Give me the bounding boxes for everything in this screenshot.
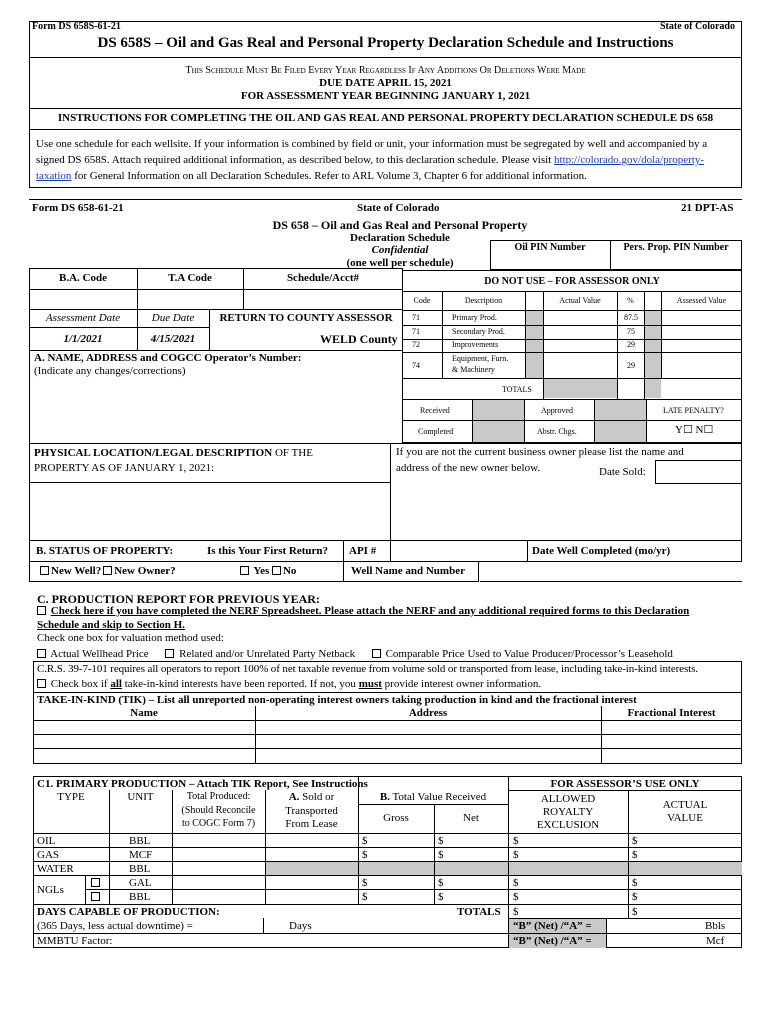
totals-label: TOTALS xyxy=(502,385,532,394)
mcf-unit: Mcf xyxy=(706,935,725,947)
instructions-line-1: Use one schedule for each wellsite. If your information is combined by field or unit, your information must be segregated by well and accompanied by a xyxy=(36,138,708,150)
at-rule-2 xyxy=(402,325,742,326)
actual-value-2: VALUE xyxy=(667,812,703,824)
tik-check-must: must xyxy=(358,678,382,690)
date-completed-input[interactable] xyxy=(680,541,740,561)
county-value: WELD County xyxy=(320,332,398,346)
row-2-desc: Secondary Prod. xyxy=(452,327,505,336)
allowed-1: ALLOWED xyxy=(540,793,596,805)
instructions-line-2-text: signed DS 658S. Attach required additional information, as described below, to this declaration schedule. Please visit xyxy=(36,154,555,166)
unit-gas: MCF xyxy=(129,849,153,861)
confidential-label: Confidential xyxy=(371,244,429,256)
days-formula: (365 Days, less actual downtime) = xyxy=(37,920,193,932)
bbls-unit: Bbls xyxy=(705,920,726,932)
b-over-a-mcf: “B” (Net) /“A” = xyxy=(513,935,592,947)
row-3-pct: 29 xyxy=(627,340,635,349)
row-4-pct: 29 xyxy=(627,361,635,370)
no-text: No xyxy=(282,565,297,577)
netback-checkbox[interactable] xyxy=(165,649,174,658)
row-2-pct: 75 xyxy=(627,327,635,336)
at-v-2 xyxy=(525,291,526,379)
gas-actual-dollar: $ xyxy=(632,849,638,861)
gas-gross-dollar: $ xyxy=(362,849,368,861)
form-title: DS 658 – Oil and Gas Real and Personal Property xyxy=(272,218,528,232)
due-date-value: 4/15/2021 xyxy=(150,333,196,345)
mmbtu-label: MMBTU Factor: xyxy=(37,935,113,947)
at-v-3 xyxy=(543,291,544,399)
actual-wellhead-checkbox[interactable] xyxy=(37,649,46,658)
bbl-allowed-dollar: $ xyxy=(513,891,519,903)
b-over-a-bbls: “B” (Net) /“A” = xyxy=(513,920,592,932)
assessor-use-label: FOR ASSESSOR’S USE ONLY xyxy=(550,778,700,790)
row-1-pct: 87.5 xyxy=(624,313,638,322)
water-shade-3 xyxy=(508,862,742,875)
location-hdiv xyxy=(29,482,390,483)
pt-v-sold xyxy=(358,776,359,904)
received-label: Received xyxy=(420,406,450,415)
location-heading xyxy=(34,448,313,459)
instructions-line-3 xyxy=(36,168,736,184)
header-state: State of Colorado xyxy=(660,21,735,32)
header-form-id: Form DS 658S-61-21 xyxy=(32,21,121,32)
pt-rule-3 xyxy=(33,875,742,876)
ba-code-input[interactable] xyxy=(30,290,136,309)
row-4-desc-2: & Machinery xyxy=(452,365,495,374)
at-rule-4 xyxy=(402,352,742,353)
pers-pin-input[interactable] xyxy=(611,255,741,269)
totals-allowed-dollar: $ xyxy=(513,906,519,918)
new-owner-line-2: address of the new owner below. xyxy=(396,462,541,474)
pt-v-gross xyxy=(434,804,435,904)
late-penalty-yn[interactable]: Y☐ N☐ xyxy=(675,424,714,436)
completed-label: Completed xyxy=(418,427,454,436)
form-code: 21 DPT-AS xyxy=(681,202,734,214)
gal-allowed-dollar: $ xyxy=(513,877,519,889)
gas-net-dollar: $ xyxy=(438,849,444,861)
at-v-7 xyxy=(472,399,473,442)
row-2-code: 71 xyxy=(412,327,420,336)
tik-check-line[interactable] xyxy=(37,679,541,690)
dates-divider xyxy=(29,327,209,328)
net-header: Net xyxy=(463,812,479,824)
days-capable-label: DAYS CAPABLE OF PRODUCTION: xyxy=(37,906,220,918)
total-value-text: Total Value Received xyxy=(392,791,487,803)
pt-v-ngl xyxy=(85,875,86,904)
page-title: DS 658S – Oil and Gas Real and Personal Property Declaration Schedule and Instructions xyxy=(97,35,674,51)
totals-row-label: TOTALS xyxy=(457,906,501,918)
pt-rule-1 xyxy=(33,847,742,848)
pt-rule-4 xyxy=(85,889,742,890)
totals-actual-dollar: $ xyxy=(632,906,638,918)
nerf-line-1-text: Check here if you have completed the NERF Spreadsheet. Please attach the NERF and any additional required forms to this Declaration xyxy=(50,605,690,617)
water-shade-2 xyxy=(358,862,508,875)
due-date-label: Due Date xyxy=(151,312,195,324)
row-3-desc: Improvements xyxy=(452,340,499,349)
one-well-note: (one well per schedule) xyxy=(346,257,454,269)
comparable-price-text: Comparable Price Used to Value Producer/Processor’s Leasehold xyxy=(385,648,673,660)
at-v-8 xyxy=(524,399,525,442)
pt-rule-2 xyxy=(33,861,742,862)
status-label: B. STATUS OF PROPERTY: xyxy=(36,545,174,557)
gray-totals xyxy=(543,378,617,398)
new-well-text: New Well? xyxy=(51,565,102,577)
form-state: State of Colorado xyxy=(357,202,440,214)
api-input[interactable] xyxy=(391,541,526,561)
water-shade-1 xyxy=(265,862,358,875)
bbl-actual-dollar: $ xyxy=(632,891,638,903)
new-owner-checkbox[interactable] xyxy=(103,566,112,575)
location-heading-line-2: PROPERTY AS OF JANUARY 1, 2021: xyxy=(34,462,215,474)
tik-check-post: provide interest owner information. xyxy=(381,678,542,690)
unit-oil: BBL xyxy=(129,835,151,847)
netback-text: Related and/or Unrelated Party Netback xyxy=(179,648,356,660)
due-date-notice: DUE DATE APRIL 15, 2021 xyxy=(319,77,452,89)
production-heading: C. PRODUCTION REPORT FOR PREVIOUS YEAR: xyxy=(37,592,320,606)
tik-check-pre: Check box if xyxy=(50,678,111,690)
ta-code-input[interactable] xyxy=(138,290,242,309)
well-name-input[interactable] xyxy=(480,562,742,582)
bbl-gross-dollar: $ xyxy=(362,891,368,903)
date-sold-input[interactable] xyxy=(655,460,742,484)
tik-check-mid: take-in-kind interests have been reported. If not, you xyxy=(121,678,359,690)
new-owner-text: New Owner? xyxy=(114,565,176,577)
first-return-label: Is this Your First Return? xyxy=(207,545,329,557)
unit-header: UNIT xyxy=(127,791,154,803)
date-completed-label: Date Well Completed (mo/yr) xyxy=(532,545,671,557)
sold-header-text: Sold or xyxy=(302,791,335,803)
yes-text: Yes xyxy=(253,565,270,577)
return-to-label: RETURN TO COUNTY ASSESSOR xyxy=(219,312,393,324)
gas-allowed-dollar: $ xyxy=(513,849,519,861)
name-address-input[interactable] xyxy=(30,380,402,442)
total-value-header xyxy=(358,792,508,803)
tik-col-fractional: Fractional Interest xyxy=(627,707,716,719)
ngl-gal-checkbox[interactable] xyxy=(91,878,100,887)
days-unit: Days xyxy=(289,920,312,932)
method-options xyxy=(37,649,673,660)
ta-code-label: T.A Code xyxy=(168,272,212,284)
col-percent: % xyxy=(627,296,634,305)
tik-row-input[interactable] xyxy=(34,721,741,763)
abstr-chgs-label: Abstr. Chgs. xyxy=(537,427,577,436)
section-a-note: (Indicate any changes/corrections) xyxy=(34,365,186,377)
oil-pin-input[interactable] xyxy=(491,255,609,269)
pt-rule-gv xyxy=(358,804,508,805)
gray-abstr xyxy=(594,421,646,442)
instructions-line-3-text: for General Information on all Declaration Schedules. Refer to ARL Volume 3, Chapter 6 for additional information. xyxy=(71,170,587,182)
gray-col-1 xyxy=(525,310,543,378)
nerf-checkbox[interactable] xyxy=(37,606,46,615)
well-name-label: Well Name and Number xyxy=(351,565,465,577)
gray-col-2 xyxy=(644,310,661,378)
approved-label: Approved xyxy=(541,406,573,415)
oil-net-dollar: $ xyxy=(438,835,444,847)
gray-totals-2 xyxy=(644,378,661,398)
sold-header-1 xyxy=(265,792,358,803)
sold-header-3: From Lease xyxy=(285,818,338,830)
col-actual-value: Actual Value xyxy=(559,296,601,305)
tik-heading: TAKE-IN-KIND (TIK) – List all unreported non-operating interest owners taking production in kind and the fractional interest xyxy=(37,694,637,706)
at-v-10 xyxy=(646,399,647,442)
sold-header-2: Transported xyxy=(285,805,338,817)
gross-header: Gross xyxy=(383,812,409,824)
form-id: Form DS 658-61-21 xyxy=(32,202,124,214)
col-description: Description xyxy=(464,296,503,305)
assessment-date-label: Assessment Date xyxy=(45,312,121,324)
api-label: API # xyxy=(349,545,377,557)
oil-pin-label: Oil PIN Number xyxy=(514,242,586,253)
comparable-price-checkbox[interactable] xyxy=(372,649,381,658)
row-1-desc: Primary Prod. xyxy=(452,313,497,322)
pt-rule-header xyxy=(33,833,742,834)
gray-completed xyxy=(472,421,524,442)
schedule-acct-label: Schedule/Acct# xyxy=(286,272,360,284)
type-ngls: NGLs xyxy=(37,884,64,896)
total-produced-2: (Should Reconcile xyxy=(181,805,256,816)
gray-approved xyxy=(594,400,646,420)
at-v-4 xyxy=(617,291,618,399)
tik-col-name: Name xyxy=(130,707,158,719)
at-v-9 xyxy=(594,399,595,442)
instructions-line-2 xyxy=(36,152,736,168)
status-v-3 xyxy=(527,540,528,562)
row-3-code: 72 xyxy=(412,340,420,349)
new-well-option[interactable] xyxy=(40,566,176,577)
nerf-line-1[interactable] xyxy=(37,606,689,617)
total-produced-3: to COGC Form 7) xyxy=(181,818,256,829)
row-4-code: 74 xyxy=(412,361,420,370)
at-v-5 xyxy=(644,291,645,399)
section-a-heading: A. NAME, ADDRESS and COGCC Operator’s Number: xyxy=(34,352,302,364)
pt-v-type xyxy=(109,790,110,904)
form-subtitle: Declaration Schedule xyxy=(350,232,450,244)
unit-ngl-bbl: BBL xyxy=(129,891,151,903)
primary-heading: C1. PRIMARY PRODUCTION – Attach TIK Report, See Instructions xyxy=(37,778,368,790)
gal-gross-dollar: $ xyxy=(362,877,368,889)
oil-allowed-dollar: $ xyxy=(513,835,519,847)
filing-notice: This Schedule Must Be Filed Every Year Regardless If Any Additions Or Deletions Were Made xyxy=(185,65,586,76)
schedule-acct-input[interactable] xyxy=(244,290,402,309)
col-assessed-value: Assessed Value xyxy=(676,296,727,305)
unit-water: BBL xyxy=(129,863,151,875)
location-heading-bold: PHYSICAL LOCATION/LEGAL DESCRIPTION xyxy=(34,447,273,459)
form-top-rule xyxy=(29,199,742,200)
pt-v-unit xyxy=(172,790,173,904)
allowed-3: EXCLUSION xyxy=(536,819,600,831)
oil-actual-dollar: $ xyxy=(632,835,638,847)
new-well-checkbox[interactable] xyxy=(40,566,49,575)
actual-value-1: ACTUAL xyxy=(662,799,708,811)
assessment-year-notice: FOR ASSESSMENT YEAR BEGINNING JANUARY 1, 2021 xyxy=(240,90,531,102)
row-1-code: 71 xyxy=(412,313,420,322)
pers-pin-label: Pers. Prop. PIN Number xyxy=(623,242,729,253)
gal-net-dollar: $ xyxy=(438,877,444,889)
col-code: Code xyxy=(413,296,431,305)
new-owner-line-1: If you are not the current business owner please list the name and xyxy=(396,446,684,458)
late-penalty-label: LATE PENALTY? xyxy=(663,406,724,415)
at-rule-1 xyxy=(402,310,742,311)
check-method-label: Check one box for valuation method used: xyxy=(37,632,224,644)
first-return-yes-no[interactable] xyxy=(240,566,296,577)
instructions-heading: INSTRUCTIONS FOR COMPLETING THE OIL AND GAS REAL AND PERSONAL PROPERTY DECLARATION SCHEDULE DS 658 xyxy=(57,112,714,124)
ba-code-label: B.A. Code xyxy=(59,272,107,284)
gal-actual-dollar: $ xyxy=(632,877,638,889)
gray-received xyxy=(472,400,524,420)
pt-rule-assessor xyxy=(508,790,742,791)
pt-v-total xyxy=(265,790,266,904)
no-checkbox[interactable] xyxy=(272,566,281,575)
do-not-use-label: DO NOT USE – FOR ASSESSOR ONLY xyxy=(484,276,660,287)
yes-checkbox[interactable] xyxy=(240,566,249,575)
type-header: TYPE xyxy=(57,791,85,803)
unit-ngl-gal: GAL xyxy=(129,877,152,889)
at-rule-6 xyxy=(402,399,742,400)
ngl-bbl-checkbox[interactable] xyxy=(91,892,100,901)
pt-rule-5 xyxy=(33,904,742,905)
instructions-text xyxy=(36,136,736,184)
new-owner-input[interactable] xyxy=(391,485,741,540)
at-rule-7 xyxy=(402,420,742,421)
location-heading-rest: OF THE xyxy=(272,447,313,459)
pt-v-ratio xyxy=(606,918,607,948)
crs-text: C.R.S. 39-7-101 requires all operators to report 100% of net taxable revenue from volume sold or transported from lease, including take-in-kind interests. xyxy=(37,663,698,675)
tik-all-checkbox[interactable] xyxy=(37,679,46,688)
tik-check-all: all xyxy=(110,678,122,690)
instructions-divider xyxy=(29,129,742,130)
assessment-date-value: 1/1/2021 xyxy=(63,333,103,345)
date-sold-label: Date Sold: xyxy=(599,466,646,478)
dola-link-part-2[interactable]: taxation xyxy=(36,170,72,182)
legal-description-input[interactable] xyxy=(30,484,389,540)
pt-rule-6 xyxy=(508,918,742,919)
allowed-2: ROYALTY xyxy=(542,806,594,818)
pt-rule-7 xyxy=(33,933,742,934)
header-divider xyxy=(29,57,742,58)
total-produced-1: Total Produced: xyxy=(186,791,251,802)
type-oil: OIL xyxy=(37,835,56,847)
sold-a-letter: A. xyxy=(288,791,300,803)
dola-link-part-1[interactable]: http://colorado.gov/dola/property- xyxy=(554,154,705,166)
at-rule-5 xyxy=(402,378,742,379)
bbl-net-dollar: $ xyxy=(438,891,444,903)
total-value-b-letter: B. xyxy=(379,791,390,803)
tik-col-address: Address xyxy=(408,707,448,719)
row-4-desc: Equipment, Furn. xyxy=(452,354,509,363)
actual-wellhead-text: Actual Wellhead Price xyxy=(50,648,149,660)
type-water: WATER xyxy=(37,863,74,875)
oil-gross-dollar: $ xyxy=(362,835,368,847)
type-gas: GAS xyxy=(37,849,60,861)
nerf-line-2: Schedule and skip to Section H. xyxy=(37,619,185,631)
pt-v-days xyxy=(263,918,264,933)
